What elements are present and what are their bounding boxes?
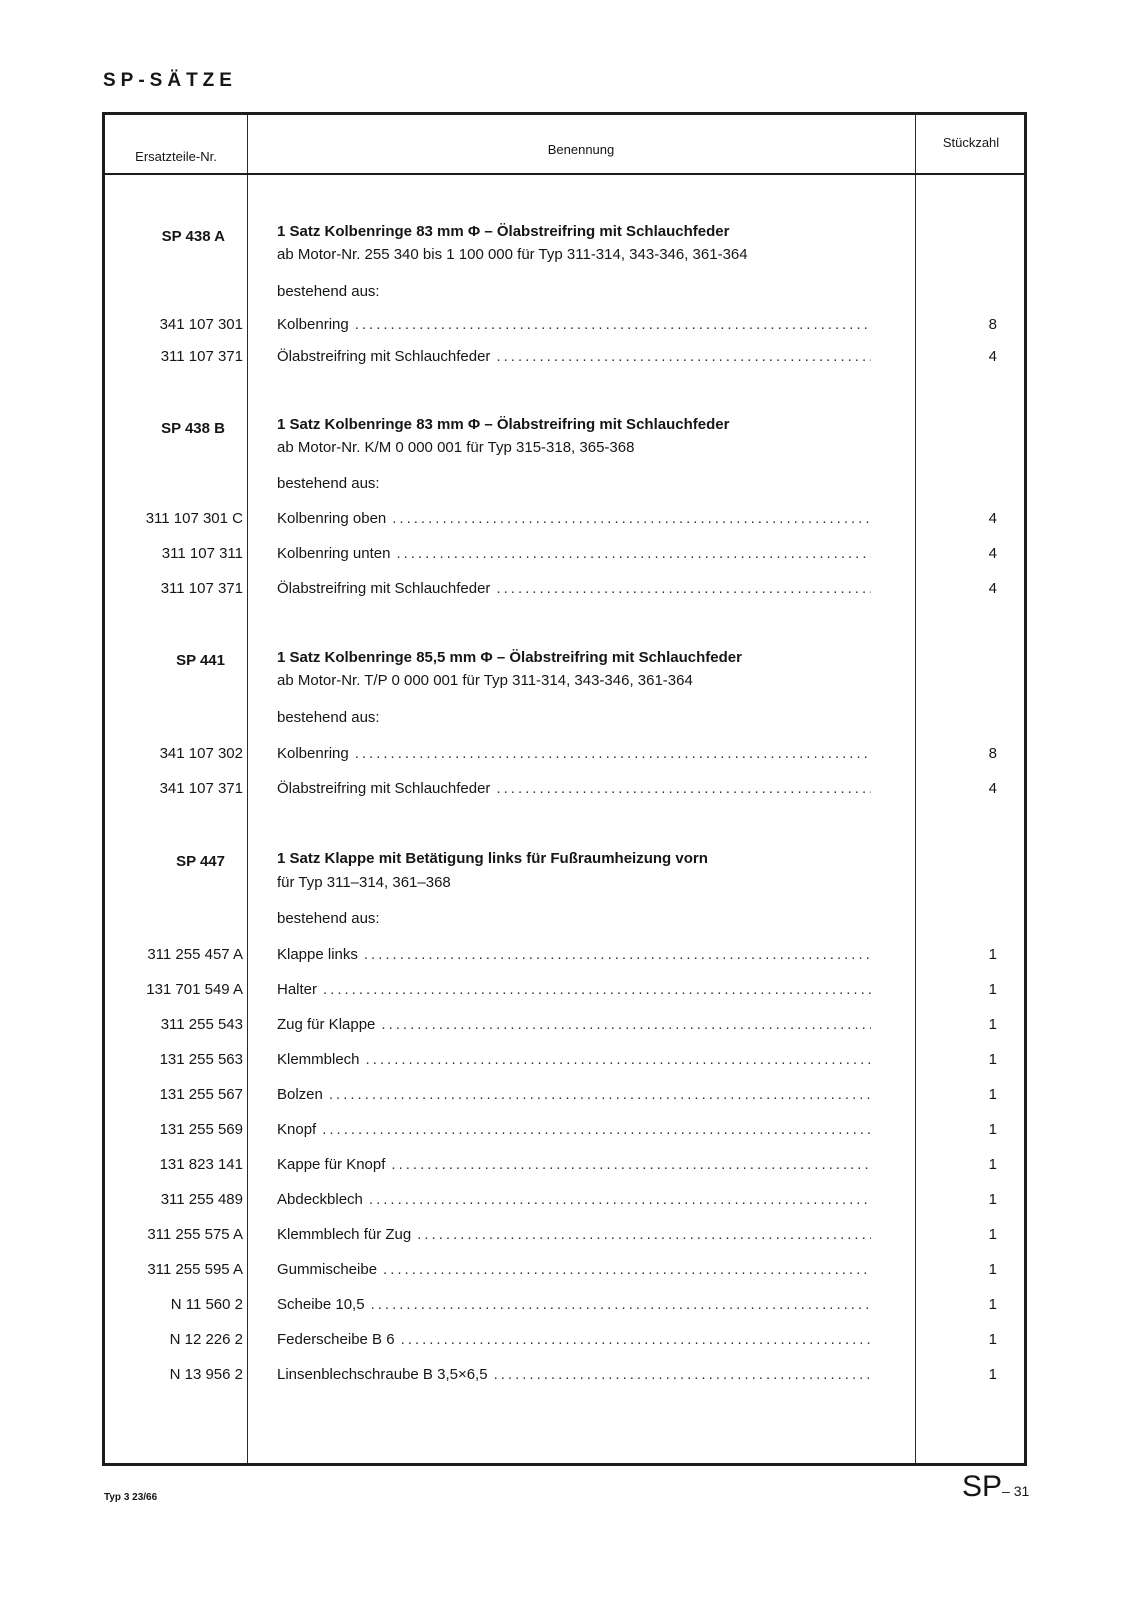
part-quantity: 1 [988, 1226, 997, 1243]
part-number: 131 823 141 [159, 1156, 243, 1173]
table-row [105, 507, 1024, 531]
set-subtitle: ab Motor-Nr. K/M 0 000 001 für Typ 315-318, 365-368 [277, 439, 635, 456]
part-number: 341 107 301 [159, 316, 243, 333]
set-title: 1 Satz Klappe mit Betätigung links für Fußraumheizung vorn [277, 850, 708, 867]
consisting-label: bestehend aus: [277, 283, 380, 300]
set-title: 1 Satz Kolbenringe 85,5 mm Φ – Ölabstreifring mit Schlauchfeder [277, 649, 742, 666]
page-section: SP [962, 1470, 1003, 1503]
part-description: Gummischeibe ..... [277, 1258, 871, 1282]
part-quantity: 1 [988, 1016, 997, 1033]
table-row [105, 777, 1024, 801]
part-description: Kolbenring ..... [277, 313, 871, 337]
part-quantity: 4 [988, 780, 997, 797]
part-description: Ölabstreifring mit Schlauchfeder ..... [277, 345, 871, 369]
part-quantity: 4 [988, 580, 997, 597]
part-number: N 12 226 2 [169, 1331, 243, 1348]
set-title: 1 Satz Kolbenringe 83 mm Φ – Ölabstreifring mit Schlauchfeder [277, 223, 730, 240]
consisting-label: bestehend aus: [277, 475, 380, 492]
table-row [105, 1188, 1024, 1212]
table-row [105, 1293, 1024, 1317]
header-quantity: Stückzahl [942, 135, 1000, 150]
part-description: Klappe links ..... [277, 943, 871, 967]
part-quantity: 1 [988, 1156, 997, 1173]
table-row [105, 1013, 1024, 1037]
part-number: 311 255 575 A [147, 1226, 243, 1243]
table-row [105, 1328, 1024, 1352]
set-title: 1 Satz Kolbenringe 83 mm Φ – Ölabstreifring mit Schlauchfeder [277, 416, 730, 433]
table-row [105, 1153, 1024, 1177]
part-number: 131 255 569 [159, 1121, 243, 1138]
part-description: Zug für Klappe ..... [277, 1013, 871, 1037]
part-quantity: 1 [988, 1121, 997, 1138]
part-description: Abdeckblech ..... [277, 1188, 871, 1212]
part-description: Halter ..... [277, 978, 871, 1002]
part-description: Kolbenring oben ..... [277, 507, 871, 531]
part-description: Ölabstreifring mit Schlauchfeder ..... [277, 777, 871, 801]
page-index: – 31 [1002, 1483, 1030, 1499]
part-description: Scheibe 10,5 ..... [277, 1293, 871, 1317]
set-number: SP 441 [176, 652, 225, 669]
part-quantity: 1 [988, 1261, 997, 1278]
part-number: 341 107 371 [159, 780, 243, 797]
set-number: SP 438 B [161, 420, 225, 437]
set-number: SP 447 [176, 853, 225, 870]
part-number: 311 255 543 [160, 1016, 243, 1033]
part-number: N 13 956 2 [169, 1366, 243, 1383]
part-quantity: 1 [988, 981, 997, 998]
page-number [962, 1470, 1029, 1504]
table-row [105, 542, 1024, 566]
set-subtitle: ab Motor-Nr. T/P 0 000 001 für Typ 311-314, 343-346, 361-364 [277, 672, 693, 689]
table-row [105, 1223, 1024, 1247]
part-description: Kappe für Knopf ..... [277, 1153, 871, 1177]
part-description: Bolzen ..... [277, 1083, 871, 1107]
part-description: Kolbenring ..... [277, 742, 871, 766]
table-row [105, 1363, 1024, 1387]
part-quantity: 8 [988, 745, 997, 762]
part-quantity: 1 [988, 1296, 997, 1313]
part-description: Klemmblech für Zug ..... [277, 1223, 871, 1247]
part-quantity: 1 [988, 946, 997, 963]
table-row [105, 742, 1024, 766]
set-subtitle: ab Motor-Nr. 255 340 bis 1 100 000 für Typ 311-314, 343-346, 361-364 [277, 246, 748, 263]
page-title: SP-SÄTZE [103, 70, 237, 91]
header-part-number: Ersatzteile-Nr. [135, 149, 217, 164]
part-description: Linsenblechschraube B 3,5×6,5 ..... [277, 1363, 871, 1387]
table-row [105, 1118, 1024, 1142]
consisting-label: bestehend aus: [277, 709, 380, 726]
part-quantity: 4 [988, 348, 997, 365]
table-row [105, 313, 1024, 337]
table-row [105, 345, 1024, 369]
header-name: Benennung [547, 142, 615, 157]
part-number: 131 701 549 A [146, 981, 243, 998]
footer-edition: Typ 3 23/66 [104, 1492, 158, 1503]
part-description: Federscheibe B 6 ..... [277, 1328, 871, 1352]
part-description: Klemmblech ..... [277, 1048, 871, 1072]
part-number: 311 255 489 [160, 1191, 243, 1208]
part-quantity: 4 [988, 510, 997, 527]
table-row [105, 978, 1024, 1002]
consisting-label: bestehend aus: [277, 910, 380, 927]
table-row [105, 1083, 1024, 1107]
part-quantity: 1 [988, 1086, 997, 1103]
part-number: 311 107 371 [160, 580, 243, 597]
part-number: 311 255 457 A [147, 946, 243, 963]
table-row [105, 1258, 1024, 1282]
part-number: 341 107 302 [159, 745, 243, 762]
table-row [105, 943, 1024, 967]
part-number: N 11 560 2 [170, 1296, 243, 1313]
part-quantity: 4 [988, 545, 997, 562]
table-row [105, 577, 1024, 601]
parts-table [102, 112, 1027, 1466]
part-number: 131 255 563 [159, 1051, 243, 1068]
part-description: Knopf ..... [277, 1118, 871, 1142]
part-quantity: 1 [988, 1051, 997, 1068]
part-description: Ölabstreifring mit Schlauchfeder ..... [277, 577, 871, 601]
header-divider [105, 173, 1024, 175]
part-quantity: 1 [988, 1366, 997, 1383]
table-row [105, 1048, 1024, 1072]
part-quantity: 1 [988, 1331, 997, 1348]
part-number: 311 107 311 [161, 545, 243, 562]
set-subtitle: für Typ 311–314, 361–368 [277, 874, 451, 891]
part-number: 311 255 595 A [147, 1261, 243, 1278]
set-number: SP 438 A [161, 228, 225, 245]
part-description: Kolbenring unten ..... [277, 542, 871, 566]
part-number: 311 107 371 [160, 348, 243, 365]
part-number: 131 255 567 [159, 1086, 243, 1103]
part-quantity: 8 [988, 316, 997, 333]
part-number: 311 107 301 C [145, 510, 243, 527]
part-quantity: 1 [988, 1191, 997, 1208]
